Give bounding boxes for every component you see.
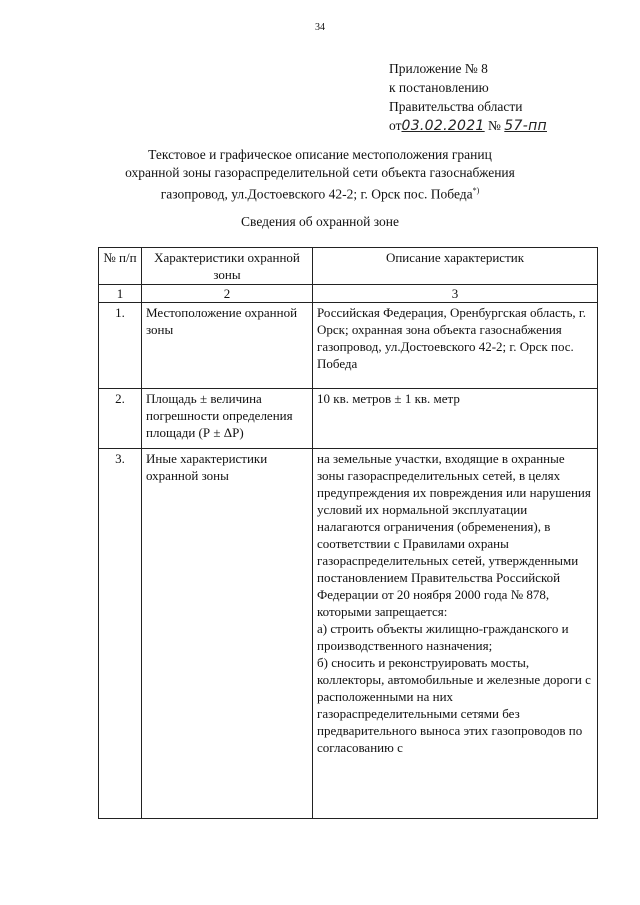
handwritten-date: 03.02.2021 [401, 118, 485, 134]
number-sign: № [488, 118, 501, 133]
title-line-3-text: газопровод, ул.Достоевского 42-2; г. Орск пос. Победа [160, 186, 473, 202]
document-title [60, 146, 580, 204]
appendix-line-3: Правительства области [389, 99, 523, 114]
date-prefix: от [389, 118, 402, 133]
table-row [99, 449, 598, 819]
page-number: 34 [315, 22, 325, 33]
appendix-line-2: к постановлению [389, 80, 489, 95]
index-cell-3: 3 [313, 285, 598, 303]
table-header-row [99, 248, 598, 285]
row-number: 2. [99, 389, 142, 449]
row-name: Площадь ± величина погрешности определения площади (Р ± ΔР) [142, 389, 313, 449]
index-cell-2: 2 [142, 285, 313, 303]
header-characteristics: Характеристики охранной зоны [142, 248, 313, 285]
zone-table [98, 247, 598, 819]
header-number: № п/п [99, 248, 142, 285]
title-line-1: Текстовое и графическое описание местоположения границ [148, 147, 492, 162]
footnote-mark: *) [472, 186, 480, 195]
row-name: Иные характеристики охранной зоны [142, 449, 313, 819]
table-row [99, 389, 598, 449]
restrictions-intro: на земельные участки, входящие в охранные зоны газораспределительных сетей, в целях предупреждения их повреждения или нарушения условий их нормальной эксплуатации налагаются ограничения (обременения), в соответствии с Правилами охраны газораспределительных сетей, утвержденными постановлением Правительства Российской Федерации от 20 ноября 2000 года № 878, которыми запрещается: [317, 451, 591, 619]
appendix-date-line [389, 116, 547, 136]
row-description: Российская Федерация, Оренбургская область, г. Орск; охранная зона объекта газоснабжения газопровод, ул.Достоевского 42-2; г. Орск пос. Победа [313, 303, 598, 389]
row-description [313, 449, 598, 819]
index-cell-1: 1 [99, 285, 142, 303]
appendix-line-1: Приложение № 8 [389, 61, 488, 76]
restriction-item-b: б) сносить и реконструировать мосты, коллекторы, автомобильные и железные дороги с расположенными на них газораспределительными сетями без предварительного выноса этих газопроводов по согласованию с [317, 655, 591, 755]
row-number: 1. [99, 303, 142, 389]
title-line-2: охранной зоны газораспределительной сети объекта газоснабжения [125, 165, 515, 180]
row-number: 3. [99, 449, 142, 819]
title-line-3 [60, 182, 580, 204]
section-title: Сведения об охранной зоне [241, 214, 399, 229]
appendix-block [389, 59, 547, 136]
restriction-item-a: а) строить объекты жилищно-гражданского и производственного назначения; [317, 621, 569, 653]
row-description: 10 кв. метров ± 1 кв. метр [313, 389, 598, 449]
header-description: Описание характеристик [313, 248, 598, 285]
table-row [99, 303, 598, 389]
table-index-row [99, 285, 598, 303]
row-name: Местоположение охранной зоны [142, 303, 313, 389]
handwritten-number: 57-пп [504, 118, 547, 134]
